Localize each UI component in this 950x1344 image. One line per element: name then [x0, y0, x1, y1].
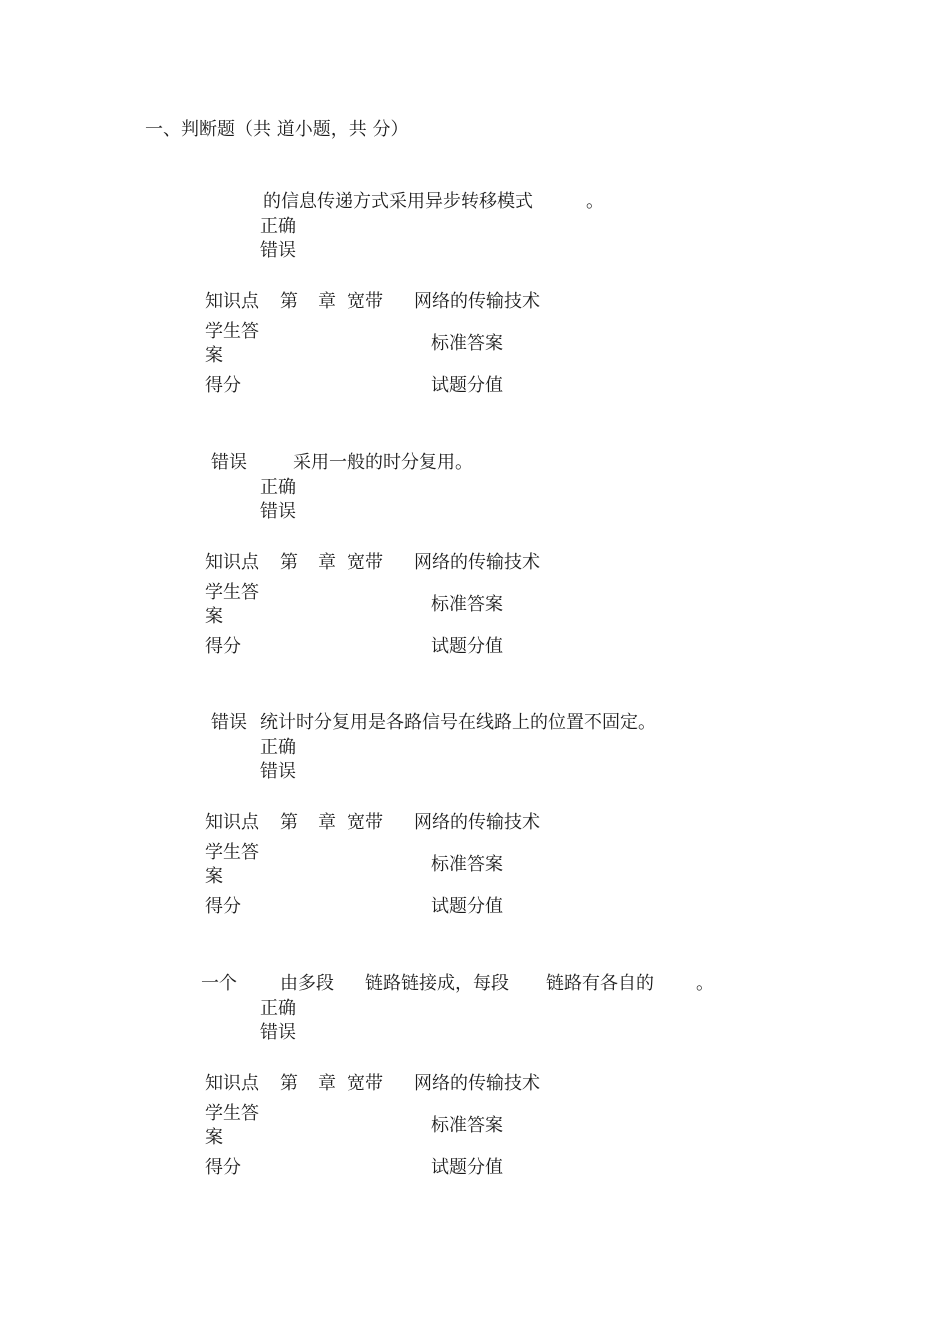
chapter-kuandai: 宽带	[347, 552, 383, 573]
chapter-kuandai: 宽带	[347, 291, 383, 312]
option-true[interactable]: 正确	[260, 216, 296, 237]
option-false[interactable]: 错误	[260, 240, 296, 261]
standard-answer-label: 标准答案	[431, 333, 503, 354]
chapter-kuandai: 宽带	[347, 812, 383, 833]
question-4	[0, 782, 950, 1178]
chapter-topic: 网络的传输技术	[414, 552, 540, 573]
question-3	[0, 521, 950, 917]
student-answer-label: 学生答	[205, 582, 259, 603]
standard-answer-label: 标准答案	[431, 1115, 503, 1136]
question-4-stem-3: 链路有各自的	[546, 973, 654, 994]
chapter-topic: 网络的传输技术	[414, 812, 540, 833]
score-label: 得分	[205, 1157, 241, 1178]
question-2-prefix: 错误	[211, 452, 247, 473]
option-false[interactable]: 错误	[260, 1022, 296, 1043]
chapter-di: 第	[280, 1073, 298, 1094]
score-label: 得分	[205, 636, 241, 657]
knowledge-label: 知识点	[205, 812, 259, 833]
question-2-stem: 采用一般的时分复用。	[293, 452, 473, 473]
option-true[interactable]: 正确	[260, 477, 296, 498]
question-1-stem-end: 。	[586, 191, 604, 212]
student-answer-label-2: 案	[205, 345, 223, 366]
chapter-di: 第	[280, 812, 298, 833]
knowledge-label: 知识点	[205, 1073, 259, 1094]
standard-answer-label: 标准答案	[431, 854, 503, 875]
question-2	[0, 261, 950, 657]
question-3-stem: 统计时分复用是各路信号在线路上的位置不固定。	[260, 712, 656, 733]
option-false[interactable]: 错误	[260, 761, 296, 782]
student-answer-label: 学生答	[205, 321, 259, 342]
chapter-topic: 网络的传输技术	[414, 291, 540, 312]
standard-answer-label: 标准答案	[431, 594, 503, 615]
option-true[interactable]: 正确	[260, 998, 296, 1019]
question-value-label: 试题分值	[431, 636, 503, 657]
question-3-prefix: 错误	[211, 712, 247, 733]
option-true[interactable]: 正确	[260, 737, 296, 758]
question-value-label: 试题分值	[431, 1157, 503, 1178]
student-answer-label-2: 案	[205, 1127, 223, 1148]
chapter-zhang: 章	[318, 552, 336, 573]
score-label: 得分	[205, 375, 241, 396]
chapter-zhang: 章	[318, 1073, 336, 1094]
chapter-zhang: 章	[318, 291, 336, 312]
question-1-stem: 的信息传递方式采用异步转移模式	[263, 191, 533, 212]
chapter-topic: 网络的传输技术	[414, 1073, 540, 1094]
chapter-kuandai: 宽带	[347, 1073, 383, 1094]
student-answer-label: 学生答	[205, 1103, 259, 1124]
knowledge-label: 知识点	[205, 291, 259, 312]
student-answer-label-2: 案	[205, 606, 223, 627]
chapter-di: 第	[280, 291, 298, 312]
question-1	[0, 0, 950, 396]
question-4-stem-1: 由多段	[280, 973, 334, 994]
chapter-zhang: 章	[318, 812, 336, 833]
score-label: 得分	[205, 896, 241, 917]
question-4-prefix: 一个	[201, 973, 237, 994]
question-value-label: 试题分值	[431, 896, 503, 917]
question-4-stem-2: 链路链接成，每段	[365, 973, 509, 994]
chapter-di: 第	[280, 552, 298, 573]
option-false[interactable]: 错误	[260, 501, 296, 522]
knowledge-label: 知识点	[205, 552, 259, 573]
student-answer-label-2: 案	[205, 866, 223, 887]
question-4-stem-end: 。	[696, 973, 714, 994]
section-title: 一、判断题（共 道小题，共 分）	[145, 119, 409, 140]
question-value-label: 试题分值	[431, 375, 503, 396]
student-answer-label: 学生答	[205, 842, 259, 863]
